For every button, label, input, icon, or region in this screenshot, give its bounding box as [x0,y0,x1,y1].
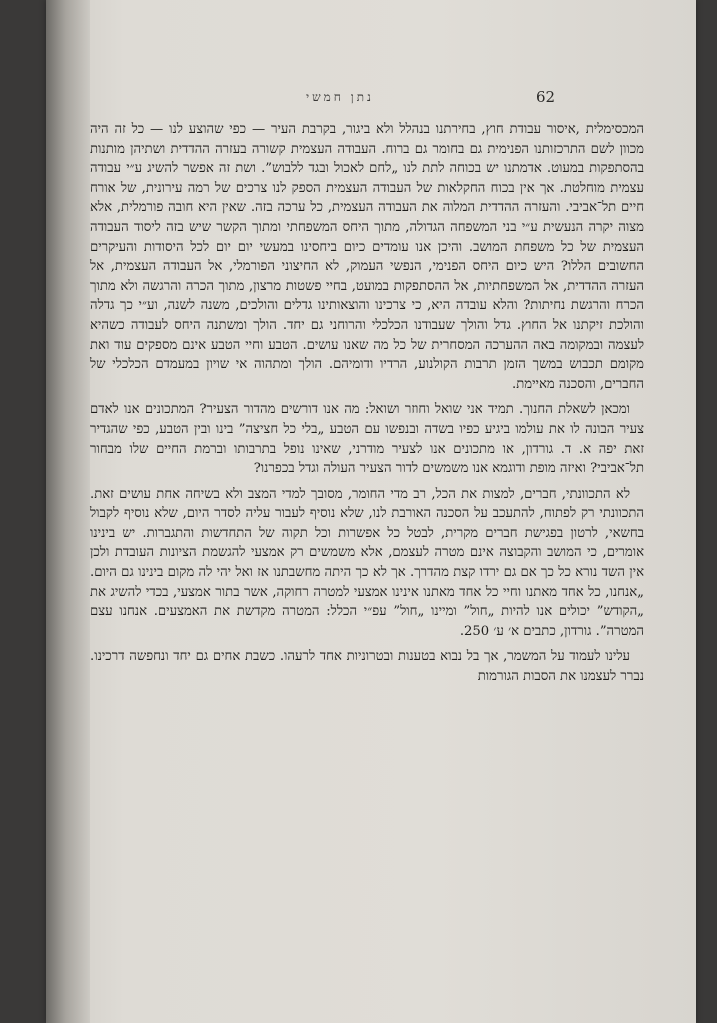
paragraph: ומכאן לשאלת החנוך. תמיד אני שואל וחוזר ושואל: מה אנו דורשים מהדור הצעיר? המתכונים אנו לאדם צעיר הבונה לו את עולמו ביגיע כפיו בשדה ובנפשו עם הטבע „בלי כל חציצה” בינו ובין הטבע, כפי שהגדיר זאת יפה א. ד. גורדון, או מתכונים אנו לצעיר מודרני, שאינו נופל בתרבותו וברמת החיים שלו מבחור תל־אביבי? ואיזה מופת ודוגמא אנו משמשים לדור הצעיר העולה וגדל בכפרנו? [90,402,644,477]
paragraph: עלינו לעמוד על המשמר, אך בל נבוא בטענות ובטרוניות אחד לרעהו. כשבת אחים גם יחד ונחפשה דרכינו. נברר לעצמנו את הסבות הגורמות [90,649,644,685]
running-head [106,88,636,108]
body-text [90,120,644,693]
paragraph: לא התכוונתי, חברים, למצות את הכל, רב מדי החומר, מסובך למדי המצב ולא בשיחה אחת עושים זאת. התכוונתי רק לפתוח, להתעכב על הסכנה האורבת לנו, שלא נוסיף לעבור עליה לסדר היום, שלא נוסיף לקבול בחשאי, לרטון בפגישת חברים מקרית, לבטל כל אפשרות וכל תקוה של התחדשות והתגברות. יש בינינו אומרים, כי המושב והקבוצה אינם מטרה לעצמם, אלא משמשים רק אמצעי להגשמת הציונות העובדת ולכן אין השד נורא כל כך אם גם ירדו קצת מהדרך. אך לא כך היתה מחשבתנו אז ואל יהי לה מקום בינינו גם היום. „אנחנו, כל אחד מאתנו וחיי כל אחד מאתנו אינינו אמצעי למטרה רחוקה, אשר בתור אמצעי, בכדי להשיג את „הקודש” יכולים אנו להיות „חול” ומיינו „חול” עפ״י הכלל: המטרה מקדשת את האמצעים. אנחנו עצם המטרה”. גורדון, כתבים א׳ ע׳ 250. [90,486,644,639]
running-title: נתן חמשי [306,90,374,104]
book-page [46,0,696,1023]
page-number: 62 [536,88,556,106]
book-binding-shadow [46,0,90,1023]
paragraph: המכסימלית ,איסור עבודת חוץ, בחירתנו בנהלל ולא ביגור, בקרבת העיר — כפי שהוצע לנו — כל זה היה מכוון לשם התרכזותנו הפנימית גם בחומר גם ברוח. העבודה העצמית קשורה בעזרה ההדדית ושתיהן מותנות בהסתפקות במעוט. אדמתנו יש בכוחה לתת לנו „לחם לאכול ובגד ללבוש”. ושת זה אפשר להשיג ע״י עבודה עצמית מוחלטת. אך אין בכוח החקלאות של העבודה העצמית הספק לנו צרכים של רמה עירונית, של אורח חיים תל־אביבי. והעזרה ההדדית המלוה את העבודה העצמית, כל ערכה בזה. שאין היא חובה פורמלית, אלא מצוה יקרה הנעשית ע״י בני המשפחה הגדולה, מתוך היחס המשפחתי ומתוך הקשר שיש בזה ליסוד העבודה העצמית של כל משפחת המושב. והיכן אנו עומדים כיום ביחסינו במעשי יום יום לכל היסודות והעיקרים החשובים הללו? היש כיום היחס הפנימי, הנפשי העמוק, לא החיצוני הפורמלי, אל העבודה העצמית, אל העזרה ההדדית, אל המשפחתיות, אל ההסתפקות במועט, בחיי פשטות מרצון, מתוך הכרה והרגשה ולא מתוך הכרח והרגשת נחיתות? והלא עובדה היא, כי צרכינו והוצאותינו גדלים והולכים, משנה לשנה, וע״י כך גדלה והולכת זיקתנו אל החוץ. גדל והולך שעבודנו הכלכלי והרוחני גם יחד. הולך ומשתנה היחס לעבודה כשהיא לעצמה ובמקומה באה ההערכה המסחרית של כל מה שאנו עושים. הטבע וחיי הטבע אינם מספקים עוד ואת מקומם תכבוש במשך הזמן תרבות הקולנוע, הרדיו ודומיהם. הולך ומתהוה אי שויון במעמדם הכלכלי של החברים, והסכנה מאיימת. [90,122,644,392]
